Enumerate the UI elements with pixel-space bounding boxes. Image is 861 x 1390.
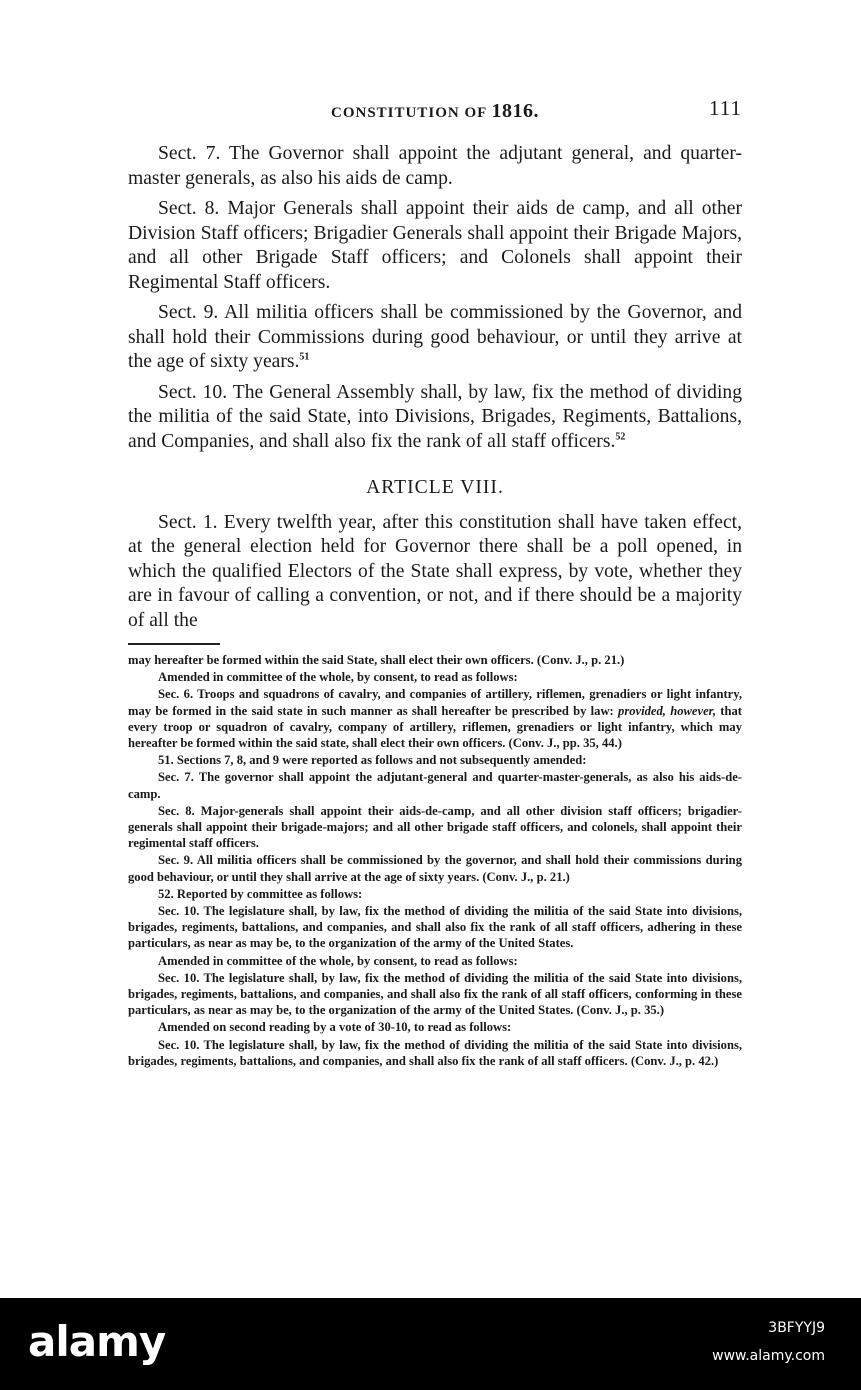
footnote-line: Sec. 6. Troops and squadrons of cavalry, and companies of artillery, riflemen, grenadiers or light infantry, may be formed in the said state in such manner as shall hereafter be prescribed by law: provided, however, that every troop or squadron of cavalry, company of artillery, riflemen, grenadiers or light infantry, which may hereafter be formed within the said state, shall elect their own officers. (Conv. J., pp. 35, 44.) — [128, 687, 742, 751]
section-9-paragraph: Sect. 9. All militia officers shall be commissioned by the Governor, and shall hold their Commissions during good behaviour, or until they arrive at the age of sixty years.$^{51}$ — [128, 302, 742, 372]
footnotes — [128, 652, 742, 1070]
footnote-ref-51: 51 — [299, 351, 310, 363]
footnote-divider — [128, 643, 220, 645]
footnote-line: Sec. 9. All militia officers shall be commissioned by the governor, and shall hold their commissions during good behaviour, or until they shall arrive at the age of sixty years. (Conv. J., p. 21.) — [128, 853, 742, 884]
footnote-line: 52. Reported by committee as follows: — [158, 886, 363, 901]
watermark-url: www.alamy.com — [712, 1348, 825, 1364]
running-title-year: 1816. — [491, 100, 539, 122]
running-head — [128, 98, 742, 124]
body-text — [128, 142, 742, 639]
alamy-logo: alamy — [28, 1317, 166, 1366]
article-heading: ARTICLE VIII. — [366, 477, 504, 498]
running-title — [128, 100, 742, 123]
footnote-ref-52: 52 — [615, 430, 626, 442]
page-number: 111 — [709, 96, 742, 120]
article-8-section-1-paragraph: Sect. 1. Every twelfth year, after this constitution shall have taken effect, at the general election held for Governor there shall be a poll opened, in which the qualified Electors of the State shall express, by vote, whether they are in favour of calling a convention, or not, and if there should be a majority of all the — [128, 511, 742, 631]
footnote-line: Sec. 10. The legislature shall, by law, fix the method of dividing the militia of the said State into divisions, brigades, regiments, battalions, and companies, and shall also fix the rank of all staff officers. (Conv. J., p. 42.) — [128, 1037, 742, 1068]
footnote-emphasis: provided, however, — [618, 703, 717, 718]
footnote-line: 51. Sections 7, 8, and 9 were reported as follows and not subsequently amended: — [158, 753, 587, 768]
image-id-label: 3BFYYJ9 — [768, 1320, 825, 1336]
footnote-line: Sec. 8. Major-generals shall appoint their aids-de-camp, and all other division staff officers; brigadier-generals shall appoint their brigade-majors; and all other brigade staff officers, and colonels, shall appoint their regimental staff officers. — [128, 803, 742, 851]
footnote-line: Amended on second reading by a vote of 30-10, to read as follows: — [158, 1020, 512, 1035]
footnote-line: Amended in committee of the whole, by consent, to read as follows: — [158, 670, 518, 685]
section-10-paragraph: Sect. 10. The General Assembly shall, by law, fix the method of dividing the militia of the said State, into Divisions, Brigades, Regiments, Battalions, and Companies, and shall also fix the rank of all staff officers.$^{52}$ — [128, 381, 742, 452]
footnote-line: Amended in committee of the whole, by consent, to read as follows: — [158, 953, 518, 968]
section-8-paragraph: Sect. 8. Major Generals shall appoint their aids de camp, and all other Division Staff officers; Brigadier Generals shall appoint their Brigade Majors, and all other Brigade Staff officers; and Colonels shall appoint their Regimental Staff officers. — [128, 198, 742, 293]
footnote-line: Sec. 10. The legislature shall, by law, fix the method of dividing the militia of the said State into divisions, brigades, regiments, battalions, and companies, and shall also fix the rank of all staff officers, conforming in these particulars, as near as may be, to the organization of the army of the United States. (Conv. J., p. 35.) — [128, 970, 742, 1018]
running-title-text: CONSTITUTION OF — [331, 105, 492, 121]
footnote-line: Sec. 7. The governor shall appoint the adjutant-general and quarter-master-generals, as also his aids-de-camp. — [128, 770, 742, 801]
footnote-line: may hereafter be formed within the said State, shall elect their own officers. (Conv. J., p. 21.) — [128, 653, 625, 667]
footnote-line: Sec. 10. The legislature shall, by law, fix the method of dividing the militia of the said State into divisions, brigades, regiments, battalions, and companies, and shall also fix the rank of all staff officers, adhering in these particulars, as near as may be, to the organization of the army of the United States. — [128, 904, 742, 951]
section-7-paragraph: Sect. 7. The Governor shall appoint the adjutant general, and quarter-master generals, as also his aids de camp. — [128, 143, 742, 189]
